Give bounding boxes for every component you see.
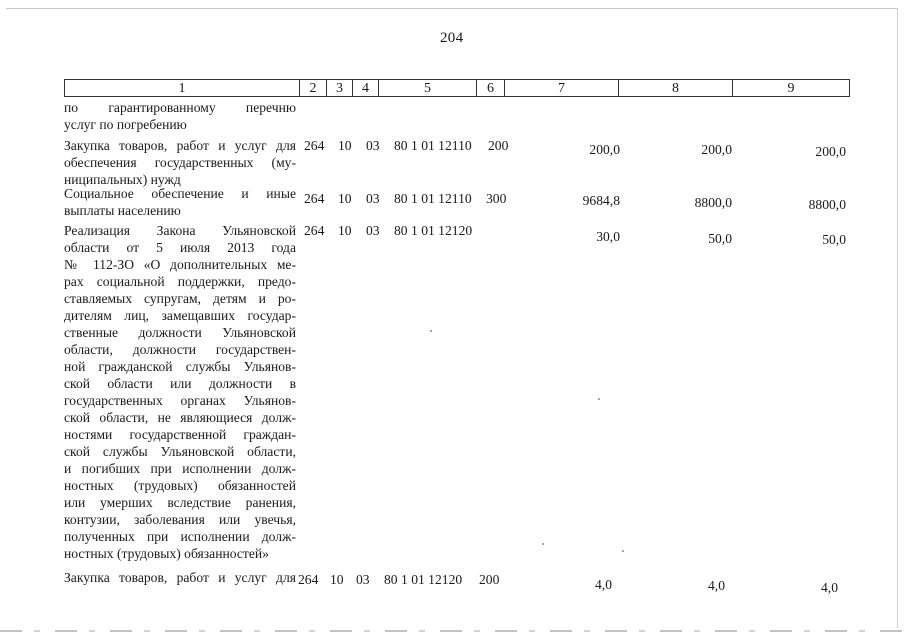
cell-amount-col8: 8800,0	[694, 195, 732, 210]
header-col-1: 1	[65, 80, 300, 96]
description-line: ской области или должности в	[64, 376, 296, 391]
scan-speck	[430, 330, 432, 332]
cell-expense-type: 200	[488, 138, 509, 153]
cell-amount-col9: 50,0	[822, 232, 846, 247]
description-line: по гарантированному перечню	[64, 100, 296, 115]
cell-target-article: 80 1 01 12110	[394, 191, 472, 206]
scan-speck	[542, 543, 544, 545]
description-line: ственные должности Ульяновской	[64, 325, 296, 340]
header-col-2: 2	[300, 80, 327, 96]
description-line: области от 5 июля 2013 года	[64, 240, 296, 255]
table-row-description	[64, 569, 296, 586]
cell-expense-type: 300	[486, 191, 507, 206]
cell-amount-col7: 4,0	[595, 577, 612, 592]
header-col-6: 6	[477, 80, 505, 96]
cell-amount-col8: 200,0	[701, 142, 732, 157]
table-row-description	[64, 222, 296, 562]
cell-admin-code: 264	[298, 572, 319, 587]
cell-section: 10	[338, 138, 352, 153]
cell-amount-col7: 200,0	[589, 142, 620, 157]
description-line: Социальное обеспечение и иные	[64, 186, 296, 201]
header-col-7: 7	[505, 80, 619, 96]
scan-edge-right	[897, 8, 898, 628]
header-col-8: 8	[619, 80, 733, 96]
cell-subsection: 03	[366, 138, 380, 153]
description-line: услуг по погребению	[64, 117, 187, 132]
cell-amount-col9: 8800,0	[808, 197, 846, 212]
scan-speck	[598, 398, 600, 400]
cell-amount-col7: 30,0	[596, 229, 620, 244]
header-col-4: 4	[353, 80, 379, 96]
cell-amount-col9: 200,0	[815, 144, 846, 159]
description-line: ностями государственной граждан-	[64, 427, 296, 442]
cell-subsection: 03	[356, 572, 370, 587]
scan-bottom-noise	[0, 630, 905, 632]
cell-admin-code: 264	[304, 138, 325, 153]
description-line: № 112-ЗО «О дополнительных ме-	[64, 257, 296, 272]
description-line: рах социальной поддержки, предо-	[64, 274, 296, 289]
description-line: ностных (трудовых) обязанностей	[64, 478, 296, 493]
description-line: выплаты населению	[64, 203, 181, 218]
description-line: ской области, не являющиеся долж-	[64, 410, 296, 425]
description-line: государственных органах Ульянов-	[64, 393, 296, 408]
header-col-3: 3	[327, 80, 353, 96]
table-header-row	[64, 79, 850, 97]
description-line: Закупка товаров, работ и услуг для	[64, 138, 296, 153]
cell-section: 10	[338, 223, 352, 238]
cell-amount-col8: 4,0	[708, 578, 725, 593]
cell-amount-col7: 9684,8	[582, 193, 620, 208]
description-line: ской службы Ульяновской области,	[64, 444, 296, 459]
cell-section: 10	[330, 572, 344, 587]
description-line: ставляемых супругам, детям и ро-	[64, 291, 296, 306]
scan-edge-top	[6, 8, 898, 9]
cell-admin-code: 264	[304, 223, 325, 238]
cell-admin-code: 264	[304, 191, 325, 206]
cell-target-article: 80 1 01 12120	[384, 572, 463, 587]
cell-amount-col8: 50,0	[708, 231, 732, 246]
description-line: Закупка товаров, работ и услуг для	[64, 570, 296, 585]
header-col-9: 9	[787, 81, 795, 96]
description-line: ностных (трудовых) обязанностей»	[64, 546, 269, 561]
description-line: ной гражданской службы Ульянов-	[64, 359, 296, 374]
cell-subsection: 03	[366, 191, 380, 206]
description-line: дителям лиц, замещавших государ-	[64, 308, 296, 323]
table-row-description	[64, 99, 296, 133]
cell-target-article: 80 1 01 12120	[394, 223, 473, 238]
header-col-5: 5	[379, 80, 477, 96]
description-line: ниципальных) нужд	[64, 172, 181, 187]
table-row-description	[64, 137, 296, 188]
description-line: или умерших вследствие ранения,	[64, 495, 296, 510]
cell-section: 10	[338, 191, 352, 206]
description-line: Реализация Закона Ульяновской	[64, 223, 296, 238]
cell-amount-col9: 4,0	[821, 580, 838, 595]
cell-subsection: 03	[366, 223, 380, 238]
description-line: и погибших при исполнении долж-	[64, 461, 296, 476]
cell-expense-type: 200	[479, 572, 500, 587]
page-number: 204	[440, 30, 464, 46]
scan-speck	[622, 550, 624, 552]
description-line: полученных при исполнении долж-	[64, 529, 296, 544]
description-line: контузии, заболевания или увечья,	[64, 512, 296, 527]
description-line: обеспечения государственных (му-	[64, 155, 296, 170]
table-row-description	[64, 185, 296, 219]
cell-target-article: 80 1 01 12110	[394, 138, 472, 153]
description-line: области, должности государствен-	[64, 342, 296, 357]
